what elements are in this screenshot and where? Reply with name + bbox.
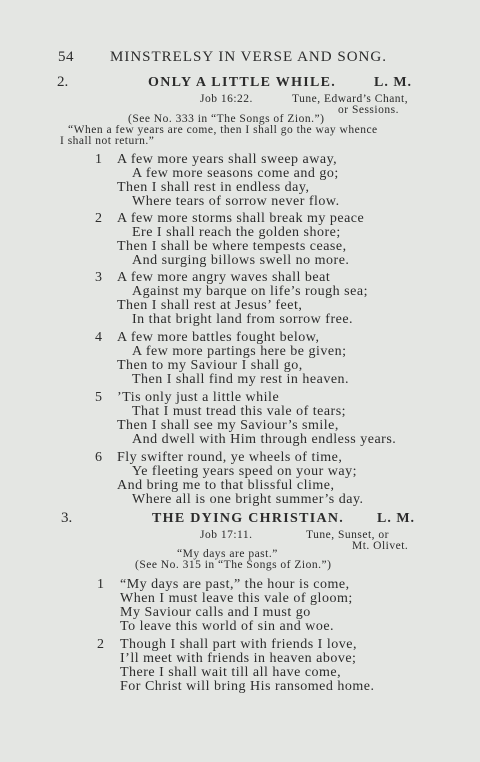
tune-line: Mt. Olivet. [352, 540, 409, 552]
epigraph-line: “When a few years are come, then I shall go the way whence [68, 124, 378, 136]
epigraph-line: I shall not return.” [60, 135, 155, 147]
verse-line: Against my barque on life’s rough sea; [132, 284, 368, 299]
verse-line: A few more seasons come and go; [132, 166, 339, 181]
verse-number: 4 [95, 330, 102, 345]
verse-line: To leave this world of sin and woe. [120, 619, 335, 634]
see-note: (See No. 315 in “The Songs of Zion.”) [135, 559, 332, 571]
verse-line: Where all is one bright summer’s day. [132, 492, 364, 507]
tune-line: Tune, Sunset, or [306, 529, 389, 541]
verse-line: Then I shall see my Saviour’s smile, [117, 418, 339, 433]
verse-line: Though I shall part with friends I love, [120, 637, 357, 652]
verse-line: Then I shall find my rest in heaven. [132, 372, 350, 387]
verse-line: That I must tread this vale of tears; [132, 404, 347, 419]
hymn-number: 2. [57, 74, 69, 90]
hymn-number: 3. [61, 510, 73, 526]
hymn-meter: L. M. [374, 75, 413, 90]
verse-number: 6 [95, 450, 102, 465]
verse-number: 3 [95, 270, 102, 285]
verse-line: A few more battles fought below, [117, 330, 320, 345]
verse-number: 2 [95, 211, 102, 226]
tune-line: or Sessions. [338, 104, 399, 116]
verse-line: And bring me to that blissful clime, [117, 478, 335, 493]
hymn-title: ONLY A LITTLE WHILE. [148, 75, 337, 90]
verse-line: Ere I shall reach the golden shore; [132, 225, 341, 240]
verse-line: Ye fleeting years speed on your way; [132, 464, 357, 479]
scripture-reference: Job 17:11. [200, 529, 253, 541]
page-number: 54 [58, 49, 74, 65]
epigraph: “My days are past.” [177, 548, 278, 560]
verse-line: Then to my Saviour I shall go, [117, 358, 303, 373]
verse-line: I’ll meet with friends in heaven above; [120, 651, 357, 666]
verse-line: Fly swifter round, ye wheels of time, [117, 450, 343, 465]
verse-line: Then I shall rest at Jesus’ feet, [117, 298, 303, 313]
verse-line: “My days are past,” the hour is come, [120, 577, 350, 592]
verse-line: A few more partings here be given; [132, 344, 347, 359]
hymn-title: THE DYING CHRISTIAN. [152, 511, 345, 526]
tune-line: Tune, Edward’s Chant, [292, 93, 409, 105]
verse-line: A few more years shall sweep away, [117, 152, 338, 167]
verse-number: 1 [95, 152, 102, 167]
verse-number: 1 [97, 577, 104, 592]
verse-line: A few more storms shall break my peace [117, 211, 365, 226]
verse-line: In that bright land from sorrow free. [132, 312, 354, 327]
verse-line: There I shall wait till all have come, [120, 665, 342, 680]
verse-line: My Saviour calls and I must go [120, 605, 311, 620]
verse-line: For Christ will bring His ransomed home. [120, 679, 375, 694]
running-title: MINSTRELSY IN VERSE AND SONG. [110, 49, 387, 65]
verse-line: And surging billows swell no more. [132, 253, 350, 268]
verse-number: 5 [95, 390, 102, 405]
verse-line: ’Tis only just a little while [117, 390, 280, 405]
verse-line: A few more angry waves shall beat [117, 270, 331, 285]
see-note: (See No. 333 in “The Songs of Zion.”) [128, 113, 325, 125]
hymn-meter: L. M. [377, 511, 416, 526]
verse-line: And dwell with Him through endless years. [132, 432, 397, 447]
verse-line: Then I shall rest in endless day, [117, 180, 310, 195]
verse-line: Then I shall be where tempests cease, [117, 239, 347, 254]
scripture-reference: Job 16:22. [200, 93, 253, 105]
verse-line: Where tears of sorrow never flow. [132, 194, 340, 209]
verse-line: When I must leave this vale of gloom; [120, 591, 353, 606]
verse-number: 2 [97, 637, 104, 652]
